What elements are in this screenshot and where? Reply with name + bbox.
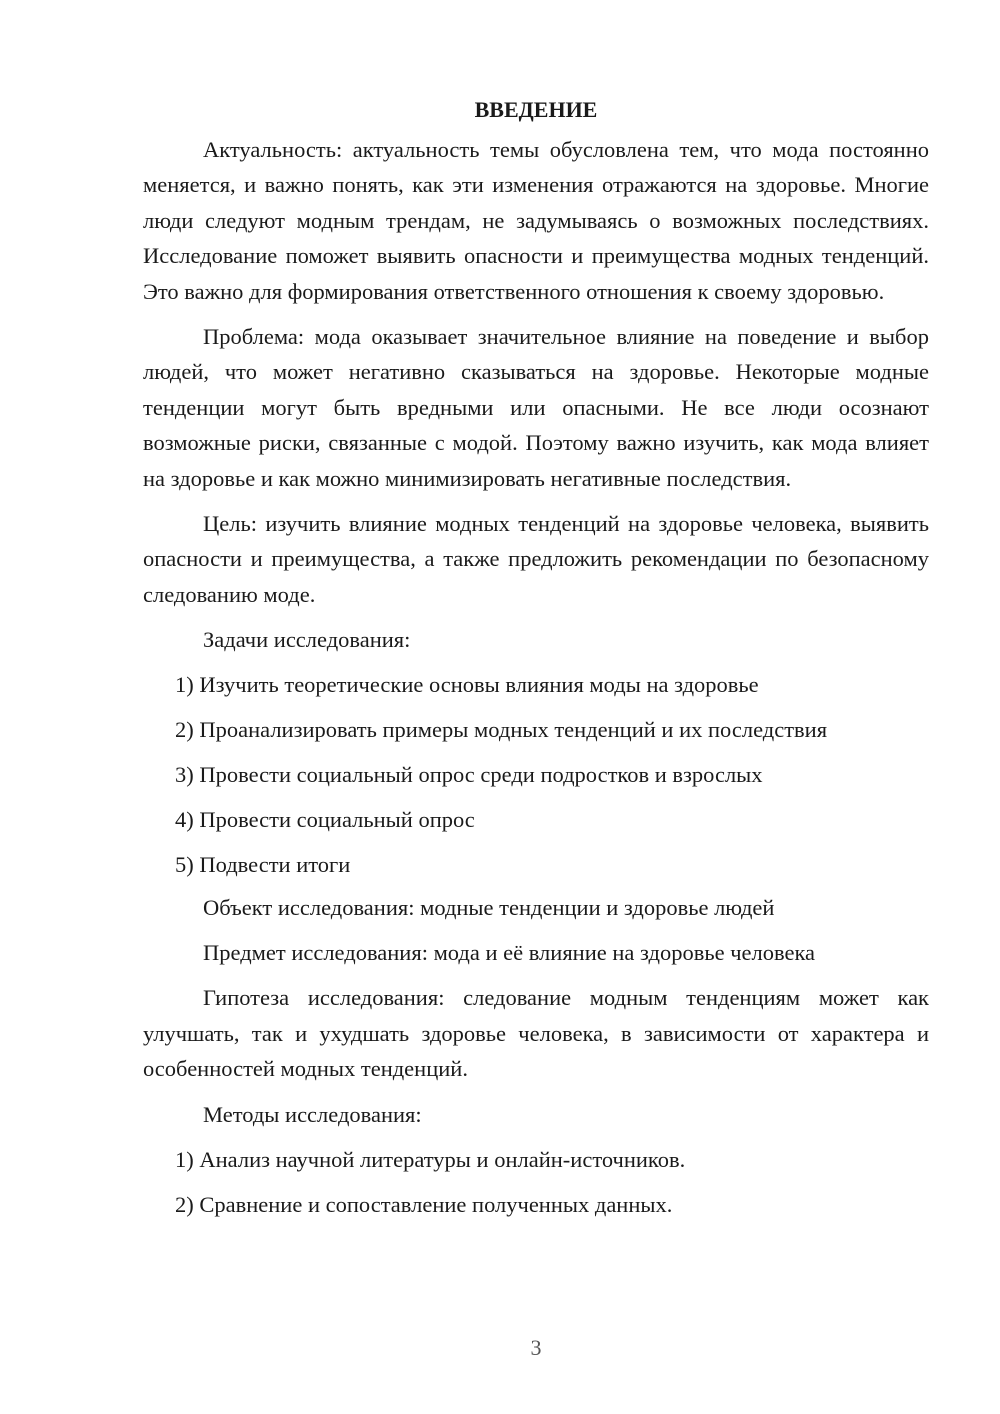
research-object: Объект исследования: модные тенденции и здоровье людей [203,895,775,921]
task-item: 1) Изучить теоретические основы влияния моды на здоровье [175,672,759,698]
methods-title: Методы исследования: [203,1101,422,1127]
problem-paragraph: Проблема: мода оказывает значительное влияние на поведение и выбор людей, что может негативно сказываться на здоровье. Некоторые модные тенденции могут быть вредными или опасными. Не все люди осознают возможные риски, связанные с модой. Поэтому важно изучить, как мода влияет на здоровье и как можно минимизировать негативные последствия. [143,324,929,491]
task-item: 4) Провести социальный опрос [175,807,475,833]
task-item: 5) Подвести итоги [175,852,351,878]
method-item: 1) Анализ научной литературы и онлайн-источников. [175,1146,686,1172]
document-page [143,90,929,1232]
hypothesis-paragraph: Гипотеза исследования: следование модным тенденциям может как улучшать, так и ухудшать здоровье человека, в зависимости от характера и особенностей модных тенденций. [143,985,929,1082]
section-heading: ВВЕДЕНИЕ [474,97,598,122]
goal-paragraph: Цель: изучить влияние модных тенденций на здоровье человека, выявить опасности и преимущества, а также предложить рекомендации по безопасному следованию моде. [143,511,929,607]
relevance-paragraph: Актуальность: актуальность темы обусловлена тем, что мода постоянно меняется, и важно понять, как эти изменения отражаются на здоровье. Многие люди следуют модным трендам, не задумываясь о возможных последствиях. Исследование поможет выявить опасности и преимущества модных тенденций. Это важно для формирования ответственного отношения к своему здоровью. [143,137,929,304]
method-item: 2) Сравнение и сопоставление полученных данных. [175,1191,673,1217]
task-item: 2) Проанализировать примеры модных тенденций и их последствия [175,717,828,743]
research-subject: Предмет исследования: мода и её влияние на здоровье человека [203,940,816,966]
tasks-title: Задачи исследования: [203,627,411,653]
task-item: 3) Провести социальный опрос среди подростков и взрослых [175,762,763,788]
page-number: 3 [530,1335,542,1360]
